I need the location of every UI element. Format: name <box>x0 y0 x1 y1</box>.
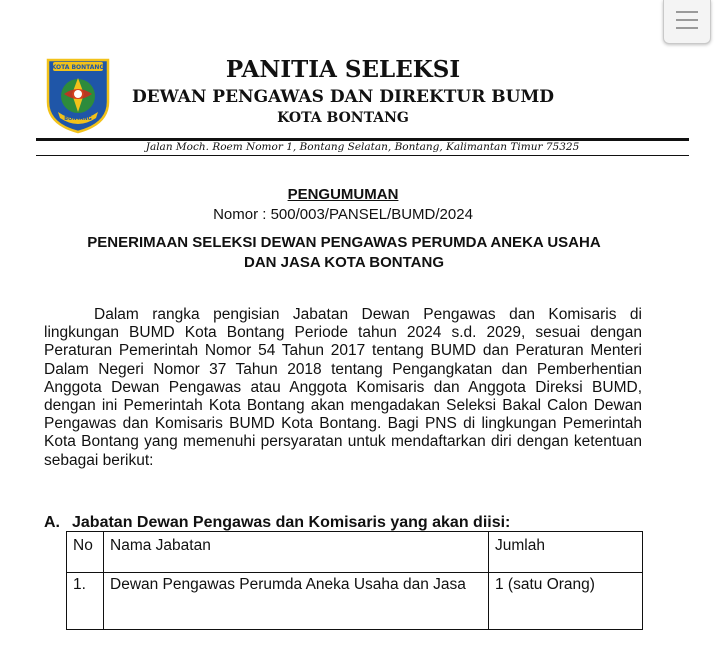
table-header-nama: Nama Jabatan <box>104 532 489 573</box>
table-cell-nama: Dewan Pengawas Perumda Aneka Usaha dan Jasa <box>104 573 489 630</box>
hamburger-menu-button[interactable] <box>663 0 711 44</box>
announcement-subject <box>44 233 644 273</box>
table-cell-no: 1. <box>67 573 104 630</box>
announcement-subject-line-2: DAN JASA KOTA BONTANG <box>244 254 444 271</box>
announcement-body: Dalam rangka pengisian Jabatan Dewan Pengawas dan Komisaris di lingkungan BUMD Kota Bontang Periode tahun 2024 s.d. 2029, sesuai dengan Peraturan Pemerintah Nomor 54 Tahun 2017 tentang BUMD dan Peraturan Menteri Dalam Negeri Nomor 37 Tahun 2018 tentang Pengangkatan dan Pemberhentian Anggota Dewan Pengawas atau Anggota Komisaris dan Anggota Direksi BUMD, dengan ini Pemerintah Kota Bontang akan mengadakan Seleksi Bakal Calon Dewan Pengawas dan Komisaris BUMD Kota Bontang. Bagi PNS di lingkungan Pemerintah Kota Bontang yang memenuhi persyaratan untuk mendaftarkan diri dengan ketentuan sebagai berikut: <box>44 306 642 469</box>
section-a-heading <box>44 513 644 533</box>
section-a-title: Jabatan Dewan Pengawas dan Komisaris yang akan diisi: <box>72 514 511 531</box>
announcement-number: Nomor : 500/003/PANSEL/BUMD/2024 <box>213 206 473 223</box>
table-row <box>67 573 643 630</box>
table-header-jumlah: Jumlah <box>489 532 643 573</box>
table-header-no: No <box>67 532 104 573</box>
logo-top-text: KOTA BONTANG <box>51 64 105 71</box>
letterhead-logo <box>44 54 112 134</box>
announcement-subject-line-1: PENERIMAAN SELEKSI DEWAN PENGAWAS PERUMDA ANEKA USAHA <box>87 234 601 251</box>
kota-bontang-emblem-icon <box>44 54 112 134</box>
announcement-heading-text: PENGUMUMAN <box>287 186 399 203</box>
section-a-number: A. <box>44 514 60 531</box>
letterhead-subtitle: DEWAN PENGAWAS DAN DIREKTUR BUMD <box>131 87 555 107</box>
table-header-row <box>67 532 643 573</box>
announcement-heading <box>200 185 486 204</box>
position-table <box>66 531 643 630</box>
letterhead-address: Jalan Moch. Roem Nomor 1, Bontang Selatan, Bontang, Kalimantan Timur 75325 <box>145 141 580 153</box>
table-cell-jumlah: 1 (satu Orang) <box>489 573 643 630</box>
letterhead-title: PANITIA SELEKSI <box>225 56 461 83</box>
logo-bottom-text: BONTANG <box>64 116 92 122</box>
letterhead-divider-thin <box>36 155 689 156</box>
letterhead-city: KOTA BONTANG <box>277 110 409 126</box>
